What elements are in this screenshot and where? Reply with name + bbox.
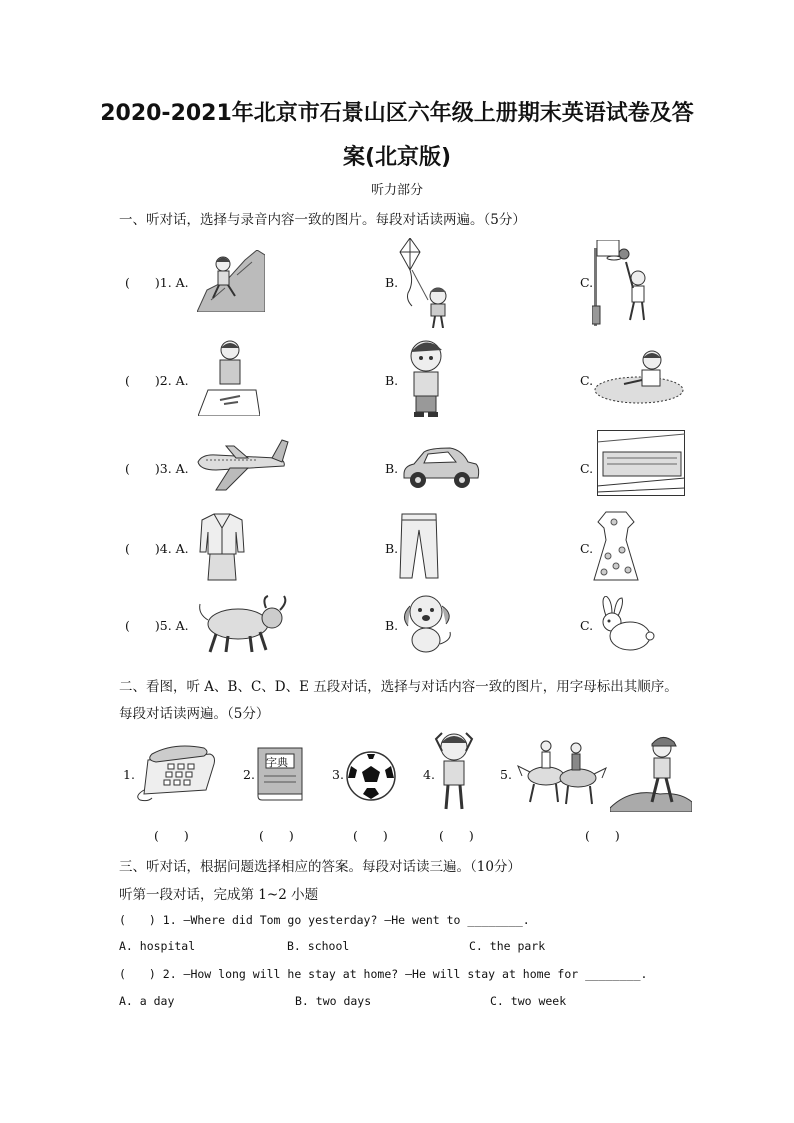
- row2-option-c: C.: [580, 373, 594, 388]
- q2-option-b: B. two days: [295, 994, 372, 1008]
- row4-option-b: B.: [385, 541, 399, 556]
- row1-option-b: B.: [385, 275, 399, 290]
- part2-num-4: 4.: [423, 767, 435, 782]
- telephone-picture: [134, 744, 218, 802]
- football-picture: [345, 750, 397, 802]
- trousers-picture: [398, 512, 440, 580]
- row5-label: ( )5. A.: [125, 618, 189, 633]
- boy-walking-picture: [610, 732, 692, 812]
- boy-climbing-picture: [197, 250, 265, 312]
- question-2: ( ) 2. —How long will he stay at home? —He will stay at home for ________.: [119, 967, 648, 981]
- part2-answer-2[interactable]: ( ): [259, 828, 294, 843]
- row1-option-c: C.: [580, 275, 594, 290]
- horse-riding-picture: [512, 736, 608, 806]
- q2-option-a: A. a day: [119, 994, 175, 1008]
- row1-label: ( )1. A.: [125, 275, 189, 290]
- q1-option-b: B. school: [287, 939, 350, 953]
- row2-label: ( )2. A.: [125, 373, 189, 388]
- part1-heading: 一、听对话，选择与录音内容一致的图片。每段对话读两遍。（5分）: [119, 212, 526, 228]
- row3-option-b: B.: [385, 461, 399, 476]
- train-picture: [597, 430, 685, 496]
- row3-label: ( )3. A.: [125, 461, 189, 476]
- girl-hands-on-head-picture: [434, 727, 476, 813]
- document-title-line1: 2020-2021年北京市石景山区六年级上册期末英语试卷及答: [100, 101, 694, 126]
- part2-answer-4[interactable]: ( ): [439, 828, 474, 843]
- boy-standing-picture: [402, 336, 452, 418]
- part3-heading: 三、听对话，根据问题选择相应的答案。每段对话读三遍。（10分）: [119, 859, 521, 875]
- suit-picture: [198, 512, 246, 582]
- part2-answer-5[interactable]: ( ): [585, 828, 620, 843]
- section-subtitle: 听力部分: [370, 183, 423, 198]
- dictionary-label: 字典: [266, 756, 288, 769]
- part2-answer-3[interactable]: ( ): [353, 828, 388, 843]
- part2-num-3: 3.: [332, 767, 344, 782]
- q1-option-a: A. hospital: [119, 939, 196, 953]
- ox-picture: [196, 594, 290, 654]
- row3-option-c: C.: [580, 461, 594, 476]
- question-1: ( ) 1. —Where did Tom go yesterday? —He went to ________.: [119, 913, 530, 927]
- car-picture: [400, 446, 482, 490]
- boy-playing-sand-picture: [594, 346, 684, 404]
- row2-option-b: B.: [385, 373, 399, 388]
- boy-flying-kite-picture: [398, 238, 454, 328]
- boy-basketball-picture: [592, 240, 652, 326]
- boy-cutting-picture: [198, 338, 260, 416]
- airplane-picture: [196, 438, 290, 492]
- part2-answer-1[interactable]: ( ): [154, 828, 189, 843]
- row5-option-b: B.: [385, 618, 399, 633]
- part2-num-5: 5.: [500, 767, 512, 782]
- row5-option-c: C.: [580, 618, 594, 633]
- document-title-line2: 案(北京版): [342, 145, 452, 170]
- q1-option-c: C. the park: [469, 939, 546, 953]
- part3-instruction: 听第一段对话，完成第 1~2 小题: [119, 887, 319, 903]
- q2-option-c: C. two week: [490, 994, 567, 1008]
- part2-heading-line1: 二、看图，听 A、B、C、D、E 五段对话，选择与对话内容一致的图片，用字母标出其顺序。: [119, 679, 678, 695]
- dress-picture: [592, 510, 640, 582]
- part2-num-1: 1.: [123, 767, 135, 782]
- row4-label: ( )4. A.: [125, 541, 189, 556]
- rabbit-picture: [596, 596, 656, 652]
- part2-heading-line2: 每段对话读两遍。（5分）: [119, 706, 270, 722]
- part2-num-2: 2.: [243, 767, 255, 782]
- row4-option-c: C.: [580, 541, 594, 556]
- dog-picture: [400, 592, 456, 654]
